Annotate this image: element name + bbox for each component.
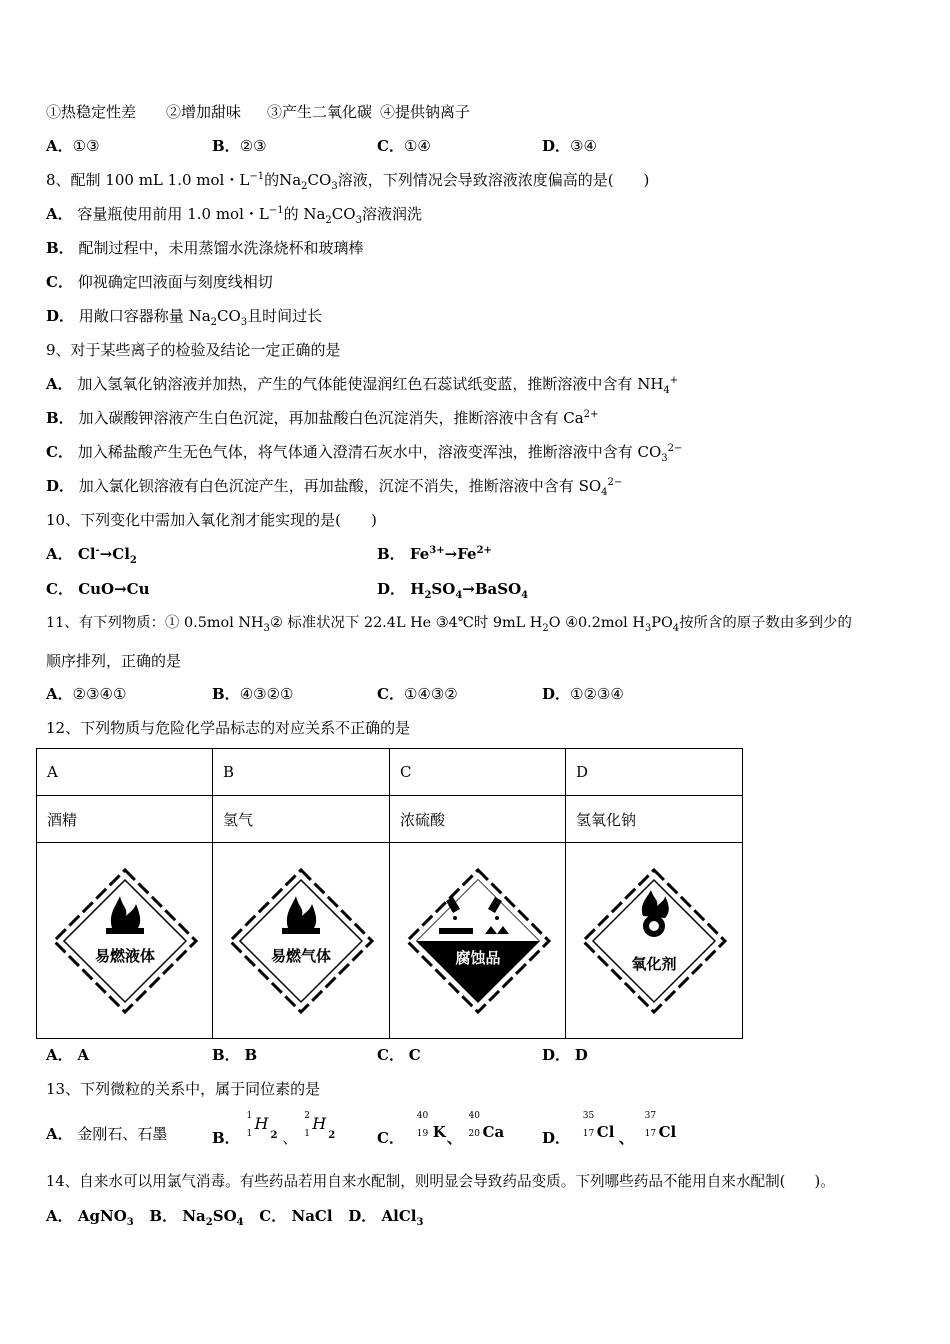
- q9-stem: 9、对于某些离子的检验及结论一定正确的是: [46, 341, 341, 359]
- q11-option-b[interactable]: B．④③②①: [212, 685, 294, 703]
- q7-option-d[interactable]: D．③④: [542, 137, 597, 155]
- table-header-b: B: [213, 749, 390, 796]
- q12-option-c[interactable]: C． C: [377, 1046, 421, 1064]
- q9-option-d[interactable]: D． 加入氯化钡溶液有白色沉淀产生，再加盐酸，沉淀不消失，推断溶液中含有 $SO_4^{2-}$: [46, 477, 623, 498]
- q13-option-a[interactable]: A． 金刚石、石墨: [46, 1125, 168, 1143]
- sign-label-b: 易燃气体: [270, 946, 332, 965]
- q10-option-c[interactable]: C． CuO→Cu: [46, 580, 150, 598]
- sign-cell-c: [390, 843, 566, 1039]
- q13-option-c[interactable]: C． 40 19 K 、 40 20 Ca: [377, 1111, 505, 1147]
- q7-statement-2: ②增加甜味: [166, 103, 242, 121]
- flammable-liquid-sign: [50, 866, 200, 1016]
- table-header-d: D: [566, 749, 743, 796]
- sign-label-c: 腐蚀品: [454, 948, 501, 967]
- q10-stem: 10、下列变化中需加入氧化剂才能实现的是( ): [46, 511, 377, 529]
- q7-statement-4: ④提供钠离子: [380, 103, 471, 121]
- q8-option-c[interactable]: C． 仰视确定凹液面与刻度线相切: [46, 273, 273, 291]
- q7-statement-1: ①热稳定性差: [46, 103, 137, 121]
- q12-option-d[interactable]: D． D: [542, 1046, 588, 1064]
- q7-statement-3: ③产生二氧化碳: [267, 103, 373, 121]
- q7-option-a[interactable]: A．①③: [46, 137, 100, 155]
- substance-a: 酒精: [37, 796, 213, 843]
- sign-cell-b: [213, 843, 390, 1039]
- q12-stem: 12、下列物质与危险化学品标志的对应关系不正确的是: [46, 719, 411, 737]
- table-header-a: A: [37, 749, 213, 796]
- q13-stem: 13、下列微粒的关系中，属于同位素的是: [46, 1080, 321, 1098]
- q8-stem: 8、配制 100 mL 1.0 mol・$L^{-1}$的$Na_2CO_3$溶液，下列情况会导致溶液浓度偏高的是( ): [46, 171, 650, 192]
- q8-option-b[interactable]: B． 配制过程中，未用蒸馏水洗涤烧杯和玻璃棒: [46, 239, 364, 257]
- substance-c: 浓硫酸: [390, 796, 566, 843]
- q12-option-a[interactable]: A． A: [46, 1046, 90, 1064]
- q10-option-d[interactable]: D． $H_2SO_4\to BaSO_4$: [377, 580, 529, 601]
- q7-option-c[interactable]: C．①④: [377, 137, 431, 155]
- q14-stem: 14、自来水可以用氯气消毒。有些药品若用自来水配制，则明显会导致药品变质。下列哪些药品不能用自来水配制( )。: [46, 1173, 835, 1190]
- substance-d: 氢氧化钠: [566, 796, 743, 843]
- q10-option-b[interactable]: B． $Fe^{3+}\to Fe^{2+}$: [377, 545, 492, 563]
- q9-option-a[interactable]: A． 加入氢氧化钠溶液并加热，产生的气体能使湿润红色石蕊试纸变蓝，推断溶液中含有 $NH_4^+$: [46, 375, 679, 396]
- hazard-table: [36, 748, 743, 1039]
- q7-statements: [46, 102, 470, 122]
- sign-label-a: 易燃液体: [94, 946, 155, 965]
- q14-option-c[interactable]: C． NaCl: [259, 1207, 333, 1225]
- q13-option-d[interactable]: D． 35 17 Cl 、 37 17 Cl: [542, 1111, 677, 1147]
- q8-option-a[interactable]: A． 容量瓶使用前用 1.0 mol・$L^{-1}$的 $Na_2CO_3$溶液润洗: [46, 205, 422, 226]
- table-header-c: C: [390, 749, 566, 796]
- q9-option-c[interactable]: C． 加入稀盐酸产生无色气体，将气体通入澄清石灰水中，溶液变浑浊，推断溶液中含有 $CO_3^{2-}$: [46, 443, 683, 464]
- q14-option-d[interactable]: D． AlCl$_3$: [348, 1207, 424, 1228]
- q14-option-b[interactable]: B． $Na_2SO_4$: [149, 1207, 244, 1228]
- q11-option-a[interactable]: A．②③④①: [46, 685, 127, 703]
- sign-label-d: 氧化剂: [631, 954, 677, 973]
- q13-option-b[interactable]: B． 1 1 H 2 、 2 1 H 2: [212, 1111, 336, 1147]
- q11-stem-line2: 顺序排列，正确的是: [46, 652, 182, 670]
- sign-cell-a: [37, 843, 213, 1039]
- q11-option-d[interactable]: D．①②③④: [542, 685, 624, 703]
- q11-stem: 11、有下列物质：① 0.5mol $NH_3②$ 标准状况下 22.4L He ③4℃时 9mL $H_2O$ ④0.2mol $H_3PO_4$按所含的原子数由多到少的: [46, 615, 852, 634]
- q9-option-b[interactable]: B． 加入碳酸钾溶液产生白色沉淀，再加盐酸白色沉淀消失，推断溶液中含有 $Ca^{2+}$: [46, 409, 599, 427]
- sign-cell-d: [566, 843, 743, 1039]
- q7-option-b[interactable]: B．②③: [212, 137, 267, 155]
- flammable-gas-sign: [226, 866, 376, 1016]
- substance-b: 氢气: [213, 796, 390, 843]
- q8-option-d[interactable]: D． 用敞口容器称量 $Na_2CO_3$且时间过长: [46, 307, 323, 328]
- q12-option-b[interactable]: B． B: [212, 1046, 258, 1064]
- q11-option-c[interactable]: C．①④③②: [377, 685, 458, 703]
- q14-options: [46, 1206, 423, 1226]
- oxidizer-sign: [579, 866, 729, 1016]
- corrosive-sign: [403, 866, 553, 1016]
- q14-option-a[interactable]: A． AgNO$_3$: [46, 1207, 134, 1228]
- q10-option-a[interactable]: A． $Cl^-\to Cl_2$: [46, 545, 137, 566]
